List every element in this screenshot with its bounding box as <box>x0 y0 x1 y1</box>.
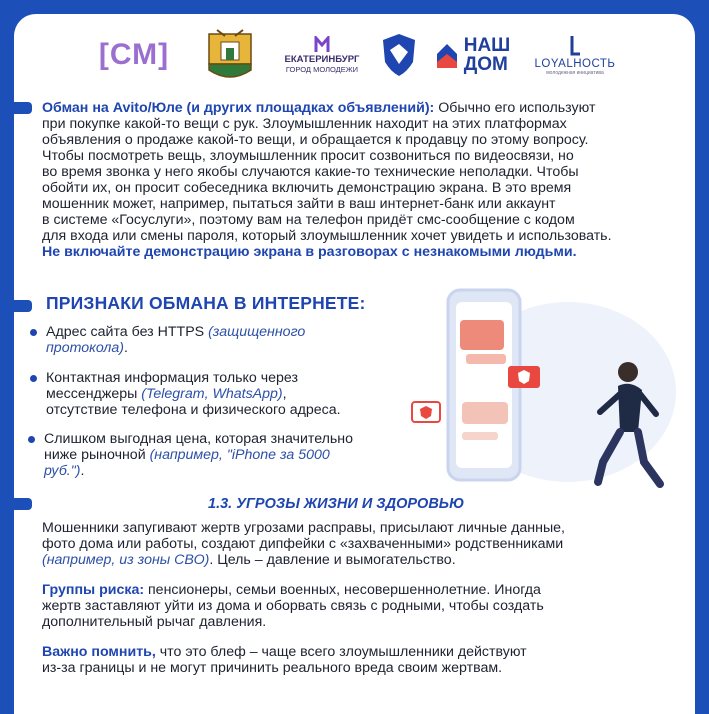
city-coat-of-arms-icon <box>200 26 260 84</box>
phone-runner-illustration <box>398 282 680 494</box>
page-tab <box>14 300 32 312</box>
ekb-youth-icon <box>314 36 330 54</box>
avito-warning: Не включайте демонстрацию экрана в разговорах с незнакомыми людьми. <box>42 244 577 260</box>
loyalnost-icon <box>568 34 582 58</box>
ekb-youth-logo: ЕКАТЕРИНБУРГ ГОРОД МОЛОДЕЖИ <box>280 26 364 84</box>
remember-paragraph: Важно помнить, что это блеф – чаще всего злоумышленники действуют из-за границы и не могут причинить реального вреда своим жертвам. <box>42 644 527 676</box>
loyalnost-logo: LOYALНОСТЬ молодежная инициатива <box>528 26 622 84</box>
threats-heading: 1.3. УГРОЗЫ ЖИЗНИ И ЗДОРОВЬЮ <box>208 496 465 512</box>
nash-dom-logo: НАШ ДОМ <box>430 26 514 84</box>
sm-logo: [СМ] <box>98 38 170 71</box>
avito-title: Обман на Avito/Юле (и других площадках объявлений): <box>42 100 435 116</box>
signs-heading: ПРИЗНАКИ ОБМАНА В ИНТЕРНЕТЕ: <box>46 293 366 313</box>
page-tab <box>14 498 32 510</box>
page-tab <box>14 102 32 114</box>
shield-icon <box>374 26 424 84</box>
threats-paragraph: Мошенники запугивают жертв угрозами расправы, присылают личные данные, фото дома или работы, создают дипфейки с «захваченными» родственниками (например, из зоны СВО). Цель – давление и вымогательство. <box>42 520 565 568</box>
risk-groups-paragraph: Группы риска: пенсионеры, семьи военных, несовершеннолетние. Иногда жертв заставляют уйти из дома и оборвать связь с родными, чтобы создать дополнительный рычаг давления. <box>42 582 544 630</box>
partner-logos <box>82 26 622 84</box>
avito-paragraph: Обман на Avito/Юле (и других площадках объявлений): Обычно его используют при покупке какой-то вещи с рук. Злоумышленник находит на этих платформах объявления о продаже какой-то вещи, и обращается к продавцу по этому вопросу. Чтобы посмотреть вещь, злоумышленник просит созвониться по видеосвязи, но во время звонка у него якобы случаются какие-то технические неполадки. Чтобы обойти их, он просит собеседника включить демонстрацию экрана. В это время мошенник может, например, пытаться зайти в ваш интернет-банк или аккаунт в системе «Госуслуги», поэтому вам на телефон придёт смс-сообщение с кодом для входа или смены пароля, который злоумышленник хочет увидеть и использовать. Не включайте демонстрацию экрана в разговорах с незнакомыми людьми. <box>42 100 682 260</box>
house-icon <box>434 40 460 70</box>
